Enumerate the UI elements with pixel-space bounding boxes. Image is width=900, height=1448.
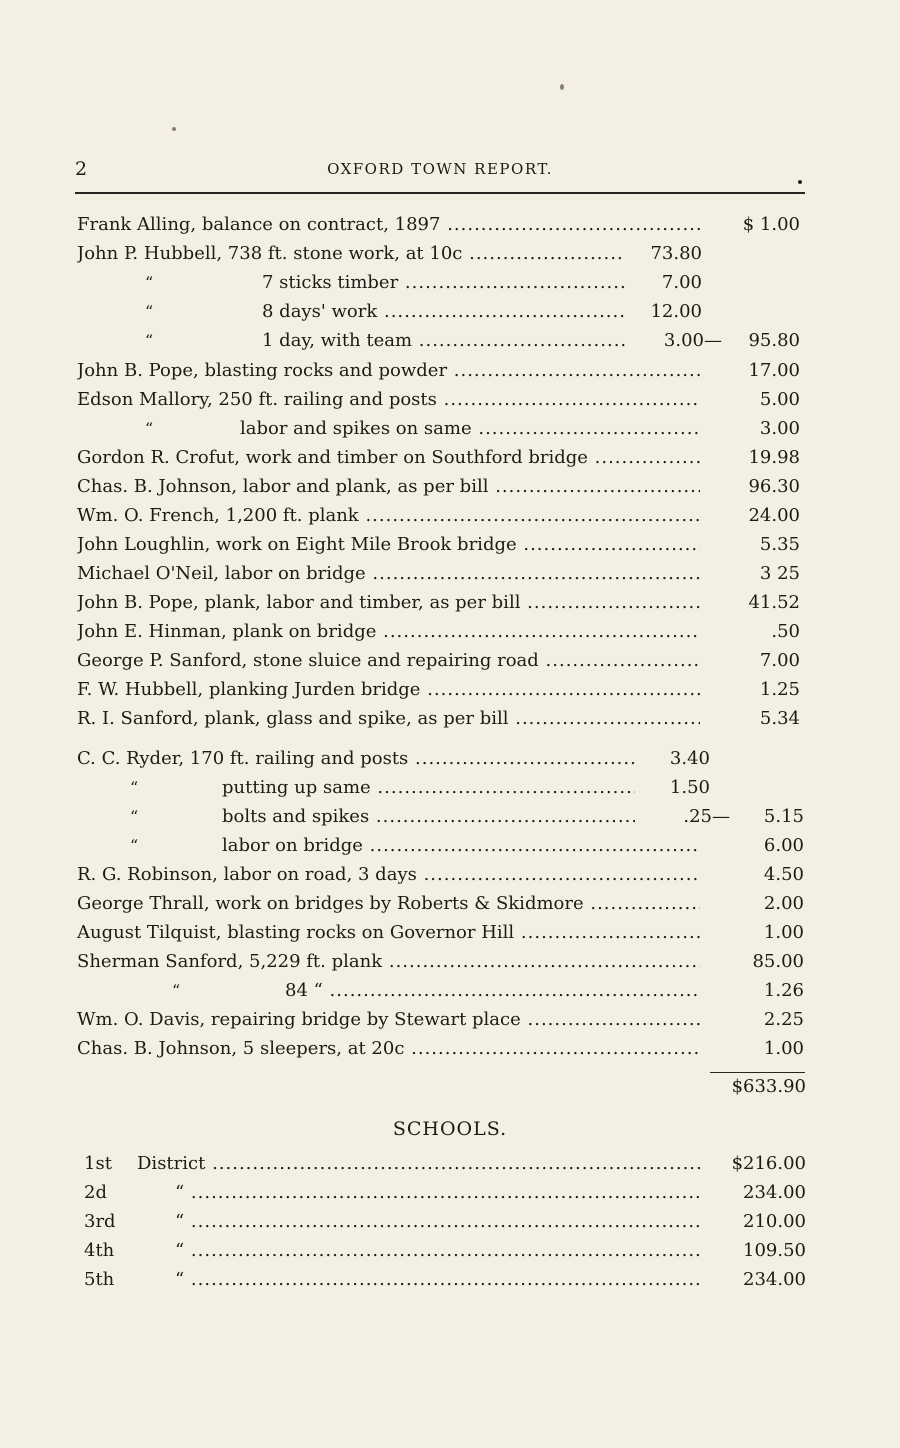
schools-title: SCHOOLS.: [392, 1118, 508, 1140]
ink-spot: [172, 127, 176, 131]
ledger-row: [0, 618, 900, 646]
entry-amount: .50: [771, 621, 800, 642]
page-header: [75, 158, 805, 188]
ledger-row: [0, 444, 900, 472]
entry-description: labor and spikes on same .....: [240, 415, 700, 443]
ledger-row: [0, 589, 900, 617]
entry-description: John Loughlin, work on Eight Mile Brook bridge .....: [77, 531, 700, 559]
entry-subamount: 3.40: [669, 748, 710, 769]
ditto-mark: “: [130, 778, 139, 797]
header-rule: [75, 192, 805, 194]
entry-description: labor on bridge .....: [222, 832, 700, 860]
ledger-row: [0, 357, 900, 385]
entry-subamount: 7.00: [661, 272, 702, 293]
entry-amount: 95.80: [748, 330, 800, 351]
entry-description: Wm. O. Davis, repairing bridge by Stewart place .....: [77, 1006, 700, 1034]
ledger-row: [0, 1035, 900, 1063]
ledger-row: [0, 531, 900, 559]
entry-amount: 24.00: [748, 505, 800, 526]
ledger-row: [0, 803, 900, 831]
entry-amount: $ 1.00: [742, 214, 800, 235]
district-ordinal: 5th: [84, 1269, 115, 1290]
page-number: 2: [75, 158, 88, 180]
entry-amount: 3 25: [759, 563, 800, 584]
district-label: “ .....: [137, 1179, 700, 1207]
entry-amount: 5.34: [759, 708, 800, 729]
school-row: [0, 1266, 900, 1294]
total-rule: [710, 1072, 805, 1073]
district-label: “ .....: [137, 1266, 700, 1294]
ledger-row: [0, 919, 900, 947]
ledger-row: [0, 240, 900, 268]
ledger-row: [0, 298, 900, 326]
entry-description: Chas. B. Johnson, 5 sleepers, at 20c .....: [77, 1035, 700, 1063]
entry-amount: 5.00: [759, 389, 800, 410]
entry-subamount: 12.00: [650, 301, 702, 322]
entry-amount: 85.00: [752, 951, 804, 972]
entry-description: Michael O'Neil, labor on bridge .....: [77, 560, 700, 588]
ledger-row: [0, 502, 900, 530]
ink-spot: [798, 180, 802, 184]
entry-amount: 5.15: [763, 806, 804, 827]
entry-description: George P. Sanford, stone sluice and repairing road .....: [77, 647, 700, 675]
entry-description: Frank Alling, balance on contract, 1897 .....: [77, 211, 700, 239]
ledger-row: [0, 705, 900, 733]
entry-amount: 7.00: [759, 650, 800, 671]
district-label: “ .....: [137, 1237, 700, 1265]
total-amount: $633.90: [731, 1076, 806, 1097]
ledger-row: [0, 647, 900, 675]
district-ordinal: 1st: [84, 1153, 112, 1174]
district-ordinal: 4th: [84, 1240, 115, 1261]
ledger-row: [0, 977, 900, 1005]
entry-description: F. W. Hubbell, planking Jurden bridge .....: [77, 676, 700, 704]
entry-subamount: .25—: [683, 806, 730, 827]
entry-description: John E. Hinman, plank on bridge .....: [77, 618, 700, 646]
ditto-mark: “: [172, 981, 181, 1000]
district-label: “ .....: [137, 1208, 700, 1236]
ledger-row: [0, 890, 900, 918]
entry-description: August Tilquist, blasting rocks on Governor Hill .....: [77, 919, 700, 947]
district-amount: 210.00: [743, 1211, 806, 1232]
entry-amount: 1.25: [759, 679, 800, 700]
entry-description: Gordon R. Crofut, work and timber on Southford bridge .....: [77, 444, 700, 472]
entry-amount: 96.30: [748, 476, 800, 497]
ditto-mark: “: [145, 302, 154, 321]
ledger-row: [0, 774, 900, 802]
entry-description: 8 days' work .....: [262, 298, 625, 326]
school-row: [0, 1150, 900, 1178]
ledger-row: [0, 473, 900, 501]
entry-description: bolts and spikes .....: [222, 803, 635, 831]
ink-spot: [560, 84, 564, 90]
page-title: OXFORD TOWN REPORT.: [327, 160, 553, 178]
entry-description: John B. Pope, blasting rocks and powder .....: [77, 357, 700, 385]
ledger-row: [0, 386, 900, 414]
entry-amount: 4.50: [763, 864, 804, 885]
entry-subamount: 1.50: [669, 777, 710, 798]
ledger-row: [0, 948, 900, 976]
entry-description: Wm. O. French, 1,200 ft. plank .....: [77, 502, 700, 530]
entry-description: putting up same .....: [222, 774, 635, 802]
entry-description: R. I. Sanford, plank, glass and spike, as per bill .....: [77, 705, 700, 733]
ledger-row: [0, 676, 900, 704]
entry-description: George Thrall, work on bridges by Roberts & Skidmore .....: [77, 890, 700, 918]
ditto-mark: “: [145, 273, 154, 292]
ledger-row: [0, 560, 900, 588]
entry-amount: 5.35: [759, 534, 800, 555]
ledger-row: [0, 211, 900, 239]
entry-amount: 6.00: [763, 835, 804, 856]
entry-description: R. G. Robinson, labor on road, 3 days .....: [77, 861, 700, 889]
school-row: [0, 1208, 900, 1236]
entry-amount: 2.00: [763, 893, 804, 914]
entry-description: 7 sticks timber .....: [262, 269, 625, 297]
ledger-row: [0, 327, 900, 355]
entry-description: C. C. Ryder, 170 ft. railing and posts .....: [77, 745, 635, 773]
ditto-mark: “: [145, 331, 154, 350]
district-ordinal: 2d: [84, 1182, 107, 1203]
entry-description: Sherman Sanford, 5,229 ft. plank .....: [77, 948, 700, 976]
entry-amount: 17.00: [748, 360, 800, 381]
entry-description: John B. Pope, plank, labor and timber, as per bill .....: [77, 589, 700, 617]
school-row: [0, 1237, 900, 1265]
ledger-row: [0, 745, 900, 773]
district-amount: 234.00: [743, 1182, 806, 1203]
entry-amount: 1.26: [763, 980, 804, 1001]
entry-amount: 2.25: [763, 1009, 804, 1030]
ditto-mark: “: [130, 836, 139, 855]
entry-amount: 41.52: [748, 592, 800, 613]
district-amount: $216.00: [731, 1153, 806, 1174]
district-ordinal: 3rd: [84, 1211, 116, 1232]
entry-amount: 19.98: [748, 447, 800, 468]
ledger-row: [0, 1006, 900, 1034]
district-label: District .....: [137, 1150, 700, 1178]
ledger-row: [0, 415, 900, 443]
entry-description: 1 day, with team .....: [262, 327, 625, 355]
entry-description: 84 “ .....: [285, 977, 700, 1005]
ledger-row: [0, 861, 900, 889]
entry-amount: 3.00: [759, 418, 800, 439]
ditto-mark: “: [145, 419, 154, 438]
entry-subamount: 3.00—: [663, 330, 722, 351]
ledger-row: [0, 832, 900, 860]
school-row: [0, 1179, 900, 1207]
ditto-mark: “: [130, 807, 139, 826]
entry-description: Edson Mallory, 250 ft. railing and posts .....: [77, 386, 700, 414]
entry-description: Chas. B. Johnson, labor and plank, as per bill .....: [77, 473, 700, 501]
ledger-row: [0, 269, 900, 297]
entry-amount: 1.00: [763, 922, 804, 943]
entry-description: John P. Hubbell, 738 ft. stone work, at 10c .....: [77, 240, 625, 268]
district-amount: 234.00: [743, 1269, 806, 1290]
district-amount: 109.50: [743, 1240, 806, 1261]
entry-subamount: 73.80: [650, 243, 702, 264]
entry-amount: 1.00: [763, 1038, 804, 1059]
